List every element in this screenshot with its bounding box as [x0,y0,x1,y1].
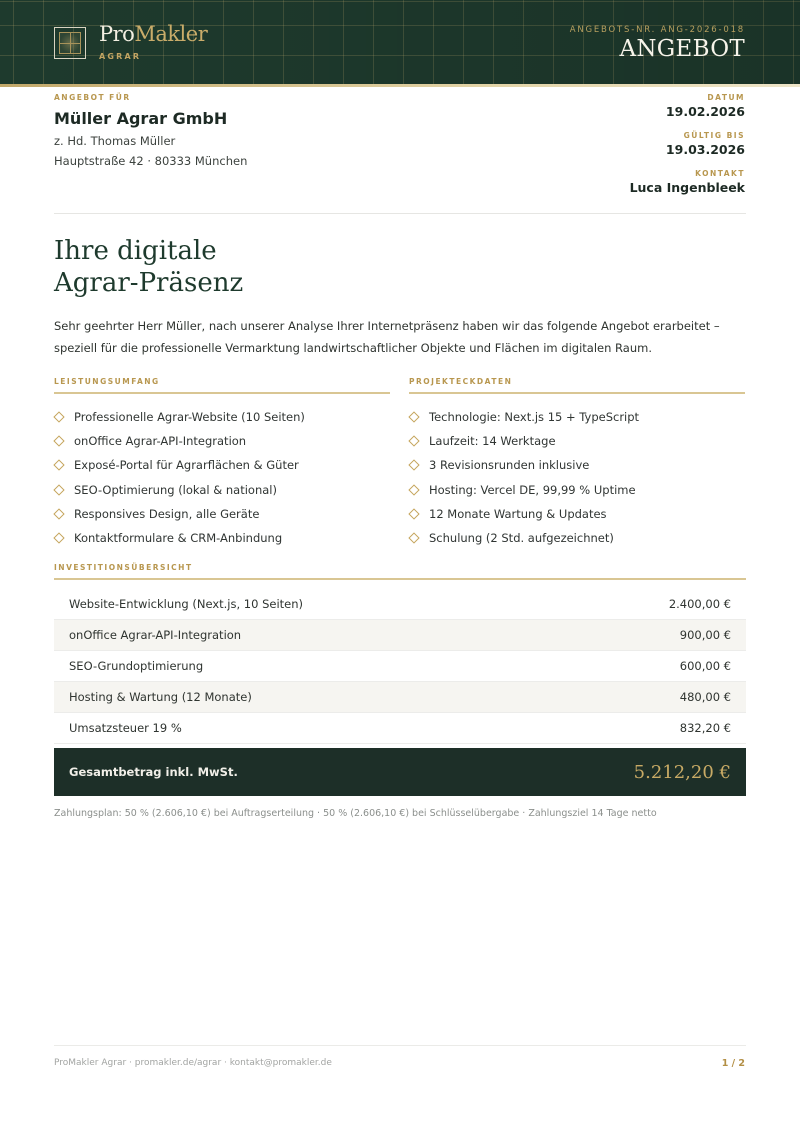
recipient-label: ANGEBOT FÜR [54,93,131,102]
list-item [54,429,390,453]
list-item [409,478,745,502]
list-item-text: 12 Monate Wartung & Updates [429,506,607,521]
date-label: DATUM [707,93,745,102]
scope-title: LEISTUNGSUMFANG [54,377,160,386]
page-number: 1 / 2 [721,1058,745,1069]
valid-until-value: 19.03.2026 [665,142,745,157]
list-item-text: Hosting: Vercel DE, 99,99 % Uptime [429,482,636,497]
table-row [54,589,746,620]
recipient-attention: z. Hd. Thomas Müller [54,134,176,148]
diamond-icon [53,532,64,543]
row-amount: 600,00 € [679,659,731,673]
scope-list [54,405,390,550]
diamond-icon [53,508,64,519]
contact-label: KONTAKT [695,169,745,178]
total-amount: 5.212,20 € [633,761,731,783]
page-title-line-1: Ihre digitale [54,236,217,266]
section-rule [54,578,746,580]
row-label: Website-Entwicklung (Next.js, 10 Seiten) [69,597,304,611]
footer-contact: ProMakler Agrar · promakler.de/agrar · kontakt@promakler.de [54,1058,332,1068]
row-amount: 900,00 € [679,628,731,642]
brand-subtitle: AGRAR [99,52,142,61]
recipient-address: Hauptstraße 42 · 80333 München [54,154,248,168]
document-type-title: ANGEBOT [619,36,745,62]
list-item-text: onOffice Agrar-API-Integration [74,434,247,449]
list-item-text: Technologie: Next.js 15 + TypeScript [429,410,640,425]
brand-accent: Makler [134,22,208,46]
section-rule [54,392,390,394]
scope-section [54,377,390,550]
list-item [54,526,390,550]
page-title-line-2: Agrar-Präsenz [54,268,244,298]
diamond-icon [53,411,64,422]
investment-table [54,589,746,744]
row-amount: 832,20 € [679,721,731,735]
list-item-text: SEO-Optimierung (lokal & national) [74,482,277,497]
date-value: 19.02.2026 [665,104,745,119]
list-item [54,478,390,502]
list-item-text: Laufzeit: 14 Werktage [429,434,556,449]
contact-value: Luca Ingenbleek [629,180,745,195]
recipient-company: Müller Agrar GmbH [54,109,228,128]
payment-plan: Zahlungsplan: 50 % (2.606,10 €) bei Auftragserteilung · 50 % (2.606,10 €) bei Schlüsselübergabe · Zahlungsziel 14 Tage netto [54,808,657,819]
diamond-icon [408,532,419,543]
diamond-icon [53,460,64,471]
table-row [54,713,746,744]
diamond-icon [53,484,64,495]
logo-inner [59,32,81,54]
table-row [54,682,746,713]
row-label: SEO-Grundoptimierung [69,659,204,673]
row-amount: 2.400,00 € [668,597,731,611]
diamond-icon [408,460,419,471]
diamond-icon [408,411,419,422]
total-label: Gesamtbetrag inkl. MwSt. [69,765,238,779]
valid-until-label: GÜLTIG BIS [683,131,745,140]
table-row [54,620,746,651]
offer-number: ANGEBOTS-NR. ANG-2026-018 [569,25,745,35]
page-title [54,235,243,299]
divider [54,213,746,214]
row-label: Hosting & Wartung (12 Monate) [69,690,252,704]
list-item-text: 3 Revisionsrunden inklusive [429,458,590,473]
list-item [409,453,745,477]
row-amount: 480,00 € [679,690,731,704]
list-item [409,502,745,526]
table-row [54,651,746,682]
list-item [409,405,745,429]
row-label: Umsatzsteuer 19 % [69,721,182,735]
section-rule [409,392,745,394]
list-item-text: Kontaktformulare & CRM-Anbindung [74,531,283,546]
diamond-icon [408,508,419,519]
list-item-text: Responsives Design, alle Geräte [74,506,260,521]
intro-paragraph: Sehr geehrter Herr Müller, nach unserer Analyse Ihrer Internetpräsenz haben wir das folgende Angebot erarbeitet – speziell für die professionelle Vermarktung landwirtschaftlicher Objekte und Flächen im digitalen Raum. [54,319,720,355]
diamond-icon [408,484,419,495]
investment-title: INVESTITIONSÜBERSICHT [54,563,193,572]
offer-meta [630,93,745,207]
diamond-icon [408,436,419,447]
recipient-block [54,93,247,168]
list-item [54,502,390,526]
row-label: onOffice Agrar-API-Integration [69,628,242,642]
window-grid-icon [54,27,86,59]
diamond-icon [53,436,64,447]
project-section [409,377,745,550]
project-title: PROJEKTECKDATEN [409,377,513,386]
list-item-text: Schulung (2 Std. aufgezeichnet) [429,531,614,546]
list-item [409,429,745,453]
investment-section [54,563,746,819]
total-row [54,748,746,796]
list-item-text: Exposé-Portal für Agrarflächen & Güter [74,458,299,473]
header-gold-rule [0,84,800,87]
project-list [409,405,745,550]
brand-prefix: Pro [99,22,135,46]
list-item [54,453,390,477]
brand-logo-text [99,22,207,46]
footer-divider [54,1045,746,1046]
list-item [54,405,390,429]
list-item-text: Professionelle Agrar-Website (10 Seiten) [74,410,305,425]
list-item [409,526,745,550]
